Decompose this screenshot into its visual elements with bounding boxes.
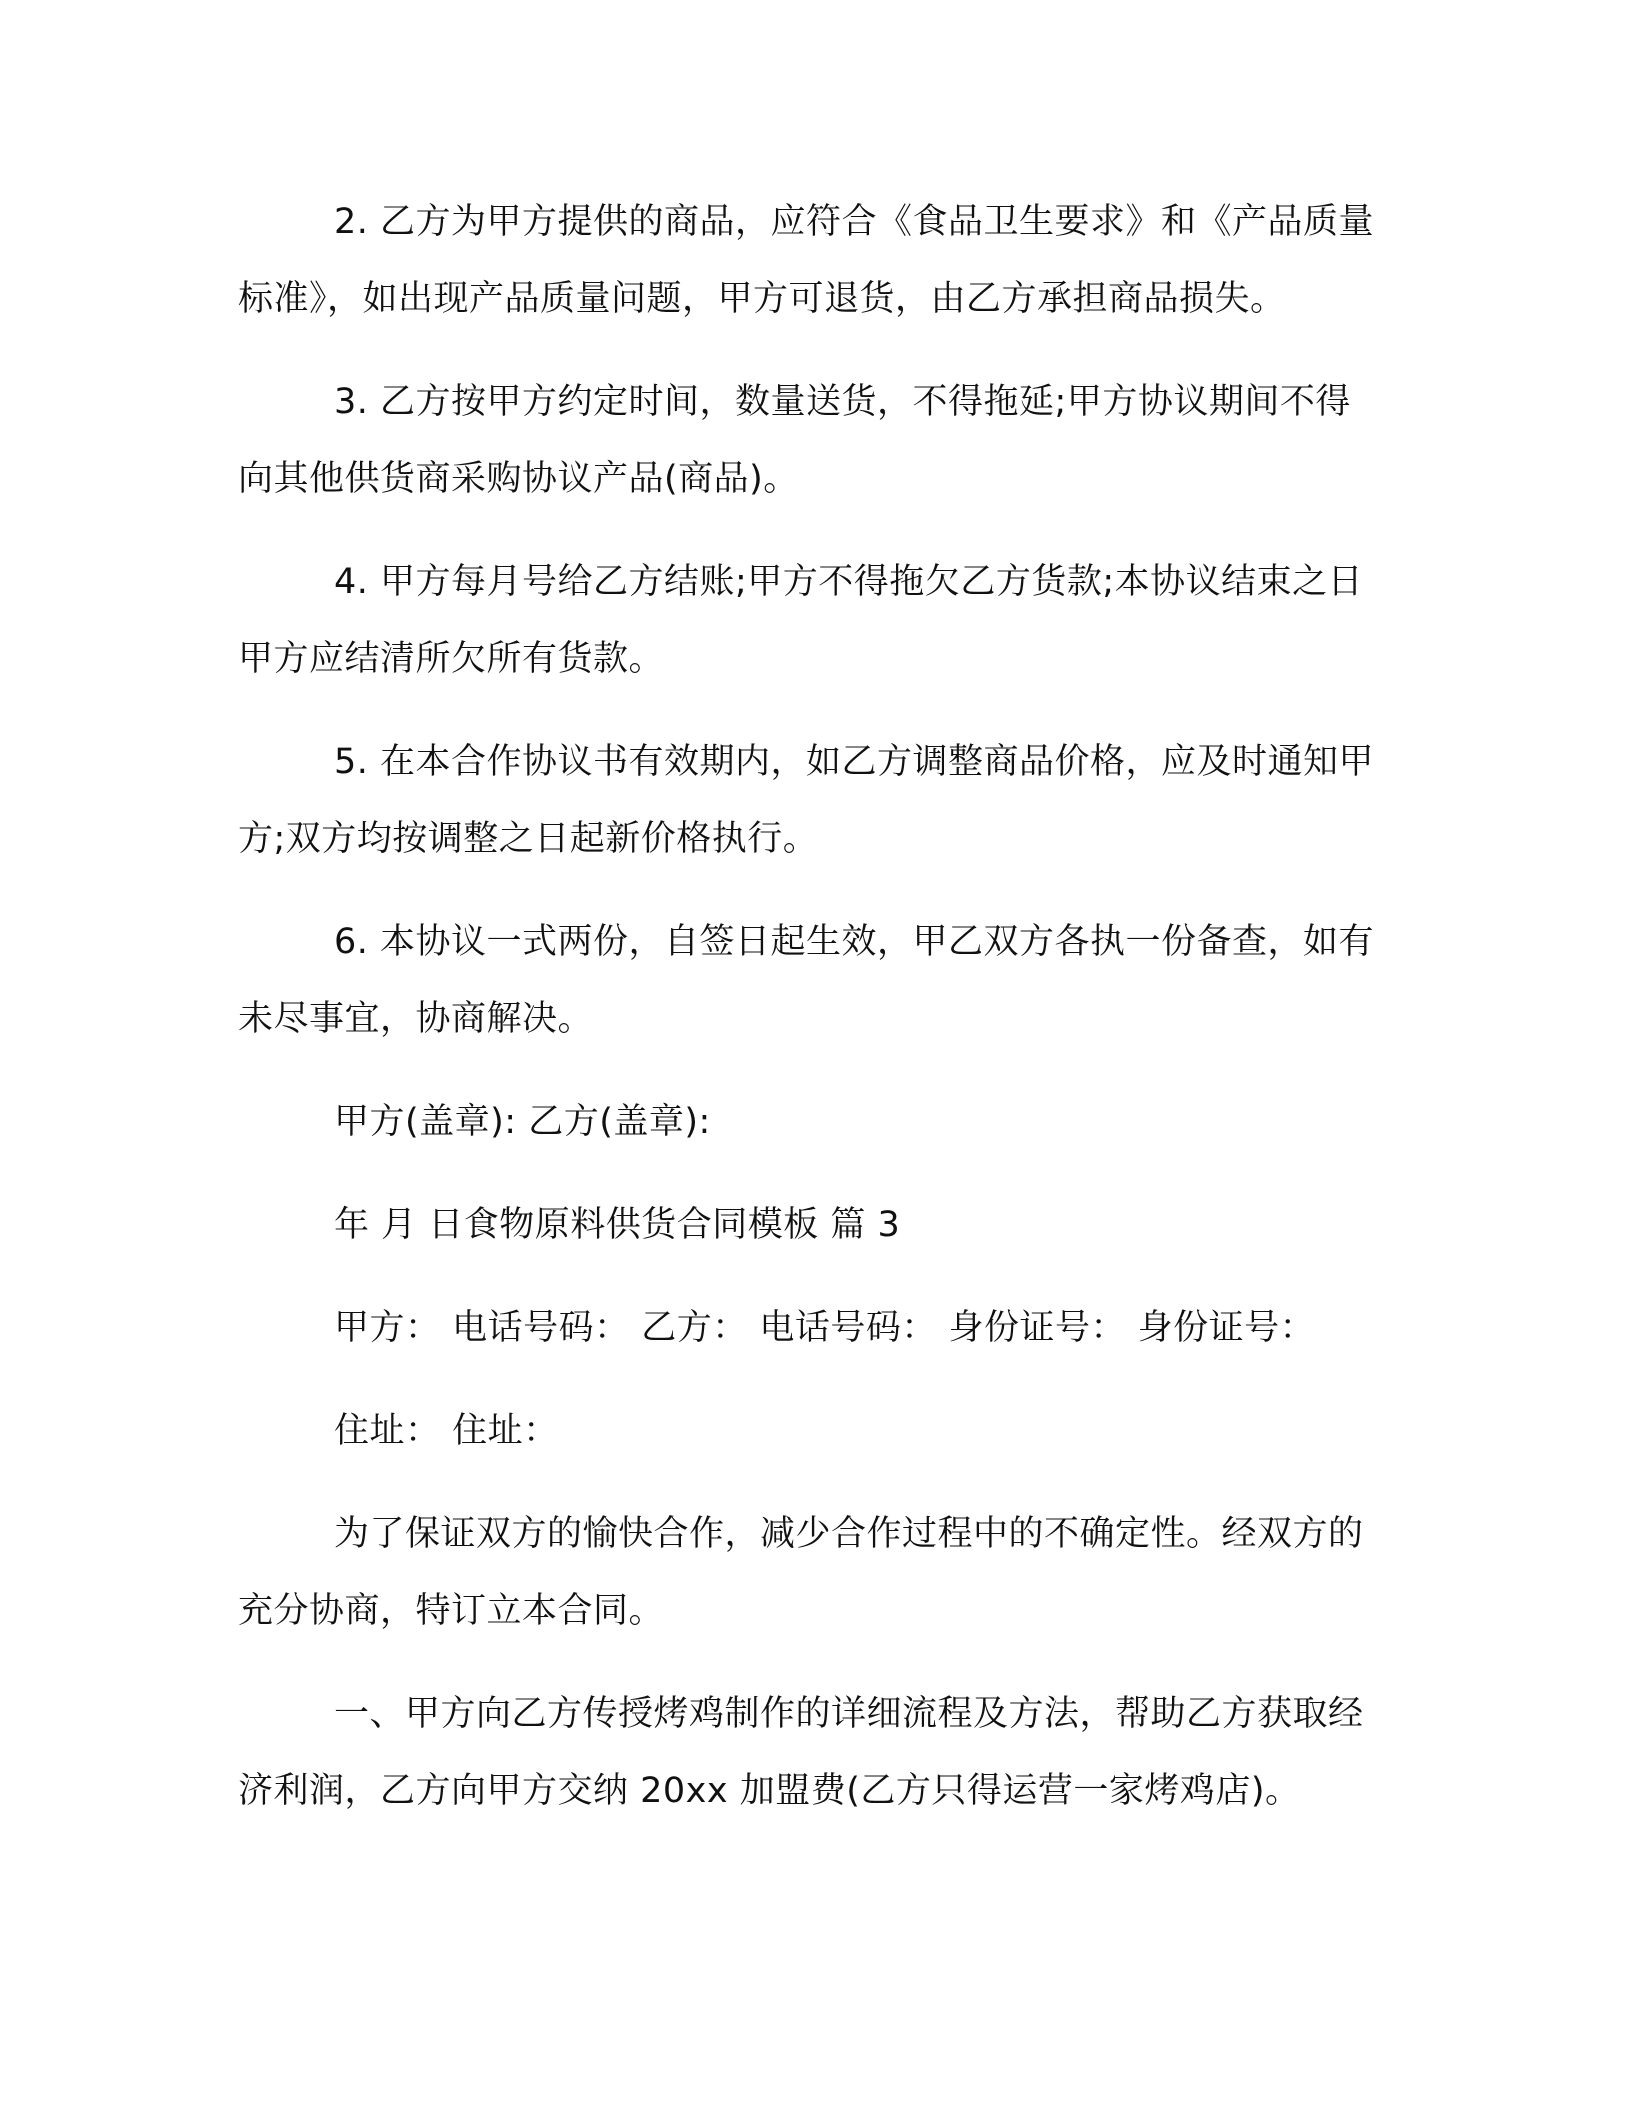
date-and-template-title: 年 月 日食物原料供货合同模板 篇 3 — [334, 1205, 901, 1245]
clause-3-paragraph: 3. 乙方按甲方约定时间，数量送货，不得拖延;甲方协议期间不得向其他供货商采购协议产品(商品)。 — [238, 382, 1351, 499]
clause-2-paragraph: 2. 乙方为甲方提供的商品，应符合《食品卫生要求》和《产品质量标准》，如出现产品质量问题，甲方可退货，由乙方承担商品损失。 — [238, 202, 1375, 319]
article-one-paragraph: 一、甲方向乙方传授烤鸡制作的详细流程及方法，帮助乙方获取经济利润，乙方向甲方交纳 20xx 加盟费(乙方只得运营一家烤鸡店)。 — [238, 1694, 1364, 1811]
party-contact-line: 甲方： 电话号码： 乙方： 电话号码： 身份证号： 身份证号： — [334, 1308, 1316, 1348]
clause-6-paragraph: 6. 本协议一式两份，自签日起生效，甲乙双方各执一份备查，如有未尽事宜，协商解决。 — [238, 922, 1375, 1039]
address-line: 住址： 住址： — [334, 1411, 559, 1451]
preamble-paragraph: 为了保证双方的愉快合作，减少合作过程中的不确定性。经双方的充分协商，特订立本合同。 — [238, 1514, 1364, 1631]
clause-4-paragraph: 4. 甲方每月号给乙方结账;甲方不得拖欠乙方货款;本协议结束之日甲方应结清所欠所有货款。 — [238, 562, 1364, 679]
seal-line: 甲方(盖章): 乙方(盖章): — [334, 1102, 711, 1142]
clause-5-paragraph: 5. 在本合作协议书有效期内，如乙方调整商品价格，应及时通知甲方;双方均按调整之日起新价格执行。 — [238, 742, 1375, 859]
document-body — [238, 184, 1378, 1830]
